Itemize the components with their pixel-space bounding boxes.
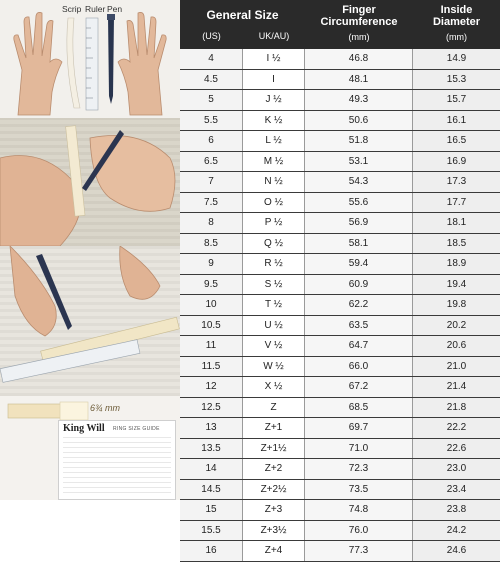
cell-uk-size: Z+1 [243,418,305,438]
cell-us-size: 13 [180,418,243,438]
cell-inside-diameter: 22.2 [413,418,500,438]
cell-uk-size: Q ½ [243,234,305,254]
cell-circumference: 62.2 [305,295,413,315]
cell-us-size: 4 [180,49,243,69]
cell-inside-diameter: 21.4 [413,377,500,397]
cell-uk-size: N ½ [243,172,305,192]
step-tools-panel [0,0,180,118]
header-inside-diameter: Inside Diameter [432,4,481,28]
cell-circumference: 55.6 [305,193,413,213]
cell-circumference: 76.0 [305,521,413,541]
measure-strip-illustration [0,246,180,396]
cell-us-size: 16 [180,541,243,561]
cell-inside-diameter: 20.6 [413,336,500,356]
header-inside-diameter-unit: (mm) [446,32,467,42]
cell-circumference: 68.5 [305,398,413,418]
cell-inside-diameter: 17.3 [413,172,500,192]
cell-circumference: 49.3 [305,90,413,110]
table-row [180,541,500,562]
cell-circumference: 72.3 [305,459,413,479]
table-row [180,90,500,111]
cell-inside-diameter: 21.8 [413,398,500,418]
cell-us-size: 6.5 [180,152,243,172]
step-wrap-finger-panel [0,118,180,246]
cell-circumference: 77.3 [305,541,413,561]
cell-us-size: 8.5 [180,234,243,254]
table-row [180,49,500,70]
cell-us-size: 10 [180,295,243,315]
cell-uk-size: I ½ [243,49,305,69]
cell-us-size: 11 [180,336,243,356]
hands-tools-illustration [0,0,180,118]
table-row [180,336,500,357]
cell-inside-diameter: 23.0 [413,459,500,479]
table-row [180,418,500,439]
cell-uk-size: Z+4 [243,541,305,561]
cell-circumference: 71.0 [305,439,413,459]
cell-circumference: 58.1 [305,234,413,254]
table-row [180,254,500,275]
cell-circumference: 59.4 [305,254,413,274]
cell-us-size: 15.5 [180,521,243,541]
cell-uk-size: Z [243,398,305,418]
cell-uk-size: Z+3½ [243,521,305,541]
cell-us-size: 6 [180,131,243,151]
cell-inside-diameter: 21.0 [413,357,500,377]
cell-us-size: 12.5 [180,398,243,418]
table-row [180,193,500,214]
cell-inside-diameter: 15.3 [413,70,500,90]
cell-inside-diameter: 23.4 [413,480,500,500]
cell-us-size: 5 [180,90,243,110]
cell-us-size: 14 [180,459,243,479]
cell-inside-diameter: 23.8 [413,500,500,520]
scrip-label: Scrip [62,4,82,14]
table-row [180,295,500,316]
cell-us-size: 15 [180,500,243,520]
cell-inside-diameter: 16.9 [413,152,500,172]
table-row [180,439,500,460]
cell-uk-size: P ½ [243,213,305,233]
header-us: (US) [202,31,221,41]
brand-logo-text: King Will [63,423,105,434]
cell-uk-size: X ½ [243,377,305,397]
cell-uk-size: U ½ [243,316,305,336]
cell-uk-size: T ½ [243,295,305,315]
cell-inside-diameter: 19.4 [413,275,500,295]
measurement-illustrations [0,0,180,500]
cell-circumference: 54.3 [305,172,413,192]
table-row [180,172,500,193]
cell-circumference: 74.8 [305,500,413,520]
measure-value-text: 6¾ mm [90,403,121,413]
table-row [180,500,500,521]
cell-us-size: 11.5 [180,357,243,377]
cell-uk-size: V ½ [243,336,305,356]
ruler-label: Ruler [85,4,106,14]
cell-circumference: 64.7 [305,336,413,356]
cell-uk-size: S ½ [243,275,305,295]
guide-title: RING SIZE GUIDE [113,426,160,432]
table-row [180,521,500,542]
table-row [180,131,500,152]
header-general-size: General Size [206,8,279,22]
cell-circumference: 67.2 [305,377,413,397]
cell-uk-size: O ½ [243,193,305,213]
cell-inside-diameter: 15.7 [413,90,500,110]
cell-us-size: 4.5 [180,70,243,90]
wrap-finger-illustration [0,118,180,246]
table-row [180,152,500,173]
pen-label: Pen [107,4,123,14]
ring-size-guide-card [58,420,176,500]
header-uk-au: UK/AU) [258,31,290,41]
table-row [180,111,500,132]
cell-circumference: 63.5 [305,316,413,336]
cell-uk-size: W ½ [243,357,305,377]
cell-us-size: 7 [180,172,243,192]
cell-inside-diameter: 17.7 [413,193,500,213]
mini-table-lines [63,437,171,497]
cell-uk-size: Z+2½ [243,480,305,500]
cell-us-size: 14.5 [180,480,243,500]
cell-circumference: 60.9 [305,275,413,295]
cell-us-size: 7.5 [180,193,243,213]
cell-uk-size: R ½ [243,254,305,274]
cell-inside-diameter: 14.9 [413,49,500,69]
ruler-icon [86,18,98,110]
table-row [180,357,500,378]
cell-circumference: 46.8 [305,49,413,69]
table-row [180,316,500,337]
cell-uk-size: Z+1½ [243,439,305,459]
cell-uk-size: J ½ [243,90,305,110]
size-table [180,0,500,557]
table-row [180,480,500,501]
table-header [180,0,500,49]
cell-circumference: 48.1 [305,70,413,90]
cell-inside-diameter: 16.1 [413,111,500,131]
cell-circumference: 69.7 [305,418,413,438]
cell-inside-diameter: 20.2 [413,316,500,336]
cell-us-size: 10.5 [180,316,243,336]
cell-circumference: 73.5 [305,480,413,500]
paper-strip-icon [67,18,80,108]
table-row [180,275,500,296]
table-row [180,234,500,255]
cell-us-size: 9 [180,254,243,274]
cell-circumference: 66.0 [305,357,413,377]
table-body [180,49,500,562]
cell-uk-size: Z+3 [243,500,305,520]
cell-us-size: 5.5 [180,111,243,131]
step-measure-panel [0,246,180,396]
header-finger-circumference: Finger Circumference [320,4,398,28]
table-row [180,459,500,480]
cell-circumference: 50.6 [305,111,413,131]
cell-us-size: 8 [180,213,243,233]
cell-uk-size: M ½ [243,152,305,172]
cell-circumference: 53.1 [305,152,413,172]
cell-circumference: 51.8 [305,131,413,151]
left-hand-icon [14,12,62,115]
cell-uk-size: L ½ [243,131,305,151]
cell-inside-diameter: 22.6 [413,439,500,459]
pen-icon [107,14,115,104]
cell-inside-diameter: 16.5 [413,131,500,151]
cell-inside-diameter: 24.6 [413,541,500,561]
table-row [180,213,500,234]
table-row [180,398,500,419]
table-row [180,70,500,91]
table-row [180,377,500,398]
cell-inside-diameter: 18.5 [413,234,500,254]
cell-uk-size: I [243,70,305,90]
cell-inside-diameter: 19.8 [413,295,500,315]
cell-circumference: 56.9 [305,213,413,233]
cell-inside-diameter: 18.9 [413,254,500,274]
cell-inside-diameter: 18.1 [413,213,500,233]
cell-inside-diameter: 24.2 [413,521,500,541]
right-hand-icon [118,12,166,115]
header-finger-circumference-unit: (mm) [348,32,370,42]
cell-uk-size: K ½ [243,111,305,131]
cell-uk-size: Z+2 [243,459,305,479]
cell-us-size: 9.5 [180,275,243,295]
cell-us-size: 12 [180,377,243,397]
cell-us-size: 13.5 [180,439,243,459]
